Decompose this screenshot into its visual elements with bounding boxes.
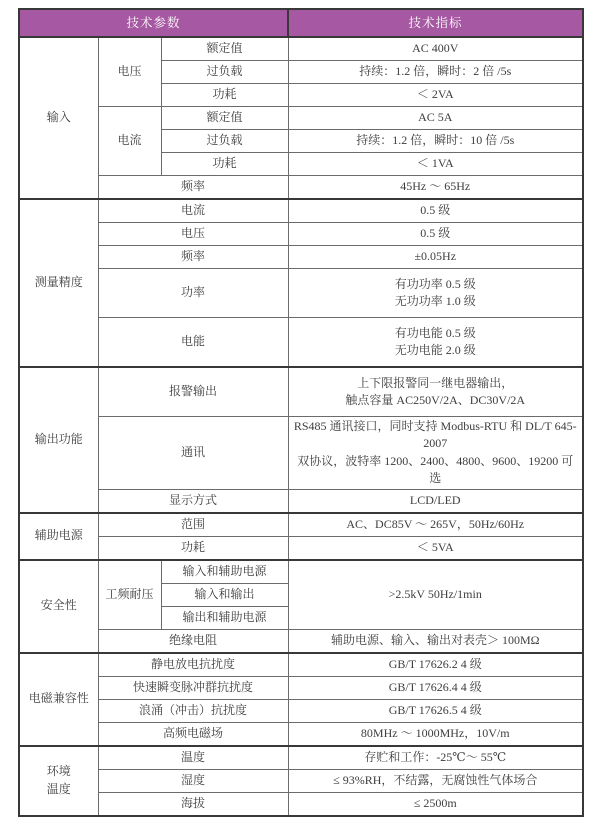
- value-line: 有功电能 0.5 级: [394, 325, 476, 340]
- header-params: 技术参数: [19, 9, 288, 37]
- param-label: 海拔: [98, 792, 288, 816]
- value-line: 有功功率 0.5 级: [394, 276, 476, 291]
- value-cell: ＜ 2VA: [288, 84, 583, 107]
- subgroup-label: 电压: [98, 37, 161, 107]
- param-label: 静电放电抗扰度: [98, 653, 288, 677]
- table-header-row: [19, 9, 583, 37]
- param-label: 高频电磁场: [98, 722, 288, 746]
- value-cell: AC 5A: [288, 107, 583, 130]
- value-cell: AC 400V: [288, 37, 583, 61]
- subgroup-label: 工频耐压: [98, 560, 161, 630]
- param-label: 显示方式: [98, 489, 288, 513]
- value-cell: >2.5kV 50Hz/1min: [288, 560, 583, 630]
- value-cell: 持续：1.2 倍，瞬时：2 倍 /5s: [288, 61, 583, 84]
- header-indicator: 技术指标: [288, 9, 583, 37]
- table-row: [19, 318, 583, 368]
- value-cell: ＜ 5VA: [288, 536, 583, 560]
- param-label: 输入和辅助电源: [161, 560, 288, 584]
- param-label: 绝缘电阻: [98, 629, 288, 653]
- param-label: 电流: [98, 199, 288, 223]
- section-label: 输出功能: [19, 367, 98, 513]
- table-row: [19, 199, 583, 223]
- value-cell: LCD/LED: [288, 489, 583, 513]
- table-row: [19, 746, 583, 770]
- param-label: 功耗: [161, 153, 288, 176]
- table-row: [19, 792, 583, 816]
- section-label: 电磁兼容性: [19, 653, 98, 746]
- value-line: 触点容量 AC250V/2A、DC30V/2A: [345, 393, 526, 407]
- param-label: 频率: [98, 246, 288, 269]
- value-cell: 存贮和工作：-25℃～ 55℃: [288, 746, 583, 770]
- value-cell: [288, 269, 583, 318]
- value-cell: ≤ 93%RH，不结露，无腐蚀性气体场合: [288, 769, 583, 792]
- value-cell: [288, 417, 583, 490]
- table-row: [19, 699, 583, 722]
- subgroup-label: 电流: [98, 107, 161, 176]
- value-cell: 80MHz ～ 1000MHz，10V/m: [288, 722, 583, 746]
- param-label: 浪涌（冲击）抗扰度: [98, 699, 288, 722]
- table-row: [19, 246, 583, 269]
- value-line: 上下限报警同一继电器输出，: [357, 375, 514, 390]
- table-row: [19, 223, 583, 246]
- table-row: [19, 629, 583, 653]
- param-label: 功耗: [161, 84, 288, 107]
- section-label: [19, 746, 98, 816]
- value-cell: 辅助电源、输入、输出对表壳＞ 100MΩ: [288, 629, 583, 653]
- param-label: 过负载: [161, 130, 288, 153]
- spec-table: [18, 8, 584, 817]
- section-label: 输入: [19, 37, 98, 199]
- param-label: 通讯: [98, 417, 288, 490]
- table-row: [19, 367, 583, 417]
- table-row: [19, 37, 583, 61]
- value-cell: ≤ 2500m: [288, 792, 583, 816]
- param-label: 电压: [98, 223, 288, 246]
- value-cell: ＜ 1VA: [288, 153, 583, 176]
- table-row: [19, 269, 583, 318]
- value-cell: 持续：1.2 倍，瞬时：10 倍 /5s: [288, 130, 583, 153]
- table-row: [19, 513, 583, 537]
- table-row: [19, 417, 583, 490]
- value-cell: GB/T 17626.5 4 级: [288, 699, 583, 722]
- param-label: 输出和辅助电源: [161, 606, 288, 629]
- value-cell: GB/T 17626.4 4 级: [288, 676, 583, 699]
- value-cell: 0.5 级: [288, 223, 583, 246]
- table-row: [19, 676, 583, 699]
- table-row: [19, 560, 583, 584]
- value-cell: ±0.05Hz: [288, 246, 583, 269]
- param-label: 报警输出: [98, 367, 288, 417]
- param-label: 输入和输出: [161, 583, 288, 606]
- table-row: [19, 489, 583, 513]
- param-label: 额定值: [161, 107, 288, 130]
- value-cell: 0.5 级: [288, 199, 583, 223]
- value-line: 双协议，波特率 1200、2400、4800、9600、19200 可选: [297, 453, 574, 486]
- section-label-line: 温度: [46, 781, 71, 796]
- table-row: [19, 722, 583, 746]
- param-label: 功率: [98, 269, 288, 318]
- value-cell: GB/T 17626.2 4 级: [288, 653, 583, 677]
- value-cell: AC、DC85V ～ 265V，50Hz/60Hz: [288, 513, 583, 537]
- param-label: 过负载: [161, 61, 288, 84]
- value-line: 无功功率 1.0 级: [394, 294, 476, 308]
- param-label: 温度: [98, 746, 288, 770]
- table-row: [19, 653, 583, 677]
- section-label-line: 环境: [46, 764, 71, 779]
- value-cell: [288, 367, 583, 417]
- table-row: [19, 536, 583, 560]
- table-row: [19, 107, 583, 130]
- param-label: 电能: [98, 318, 288, 368]
- param-label: 频率: [98, 176, 288, 200]
- value-line: 无功电能 2.0 级: [394, 343, 476, 357]
- param-label: 功耗: [98, 536, 288, 560]
- section-label: 安全性: [19, 560, 98, 653]
- param-label: 快速瞬变脉冲群抗扰度: [98, 676, 288, 699]
- value-cell: 45Hz ～ 65Hz: [288, 176, 583, 200]
- table-row: [19, 176, 583, 200]
- param-label: 范围: [98, 513, 288, 537]
- value-line: RS485 通讯接口，同时支持 Modbus-RTU 和 DL/T 645-2007: [293, 419, 577, 451]
- value-cell: [288, 318, 583, 368]
- section-label: 测量精度: [19, 199, 98, 367]
- section-label: 辅助电源: [19, 513, 98, 560]
- param-label: 湿度: [98, 769, 288, 792]
- table-row: [19, 769, 583, 792]
- param-label: 额定值: [161, 37, 288, 61]
